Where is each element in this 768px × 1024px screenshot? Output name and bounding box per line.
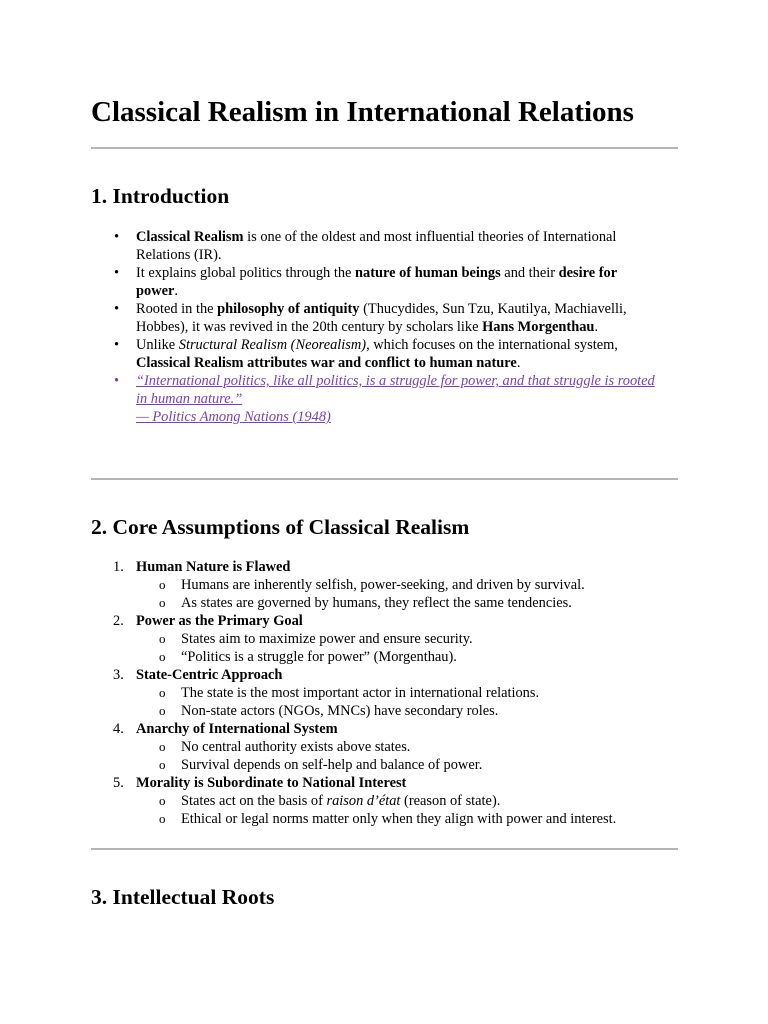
list-item xyxy=(136,336,656,372)
body-text: is one of the oldest and most influential theories of International Relations (IR). xyxy=(136,229,617,263)
quote-text: “International politics, like all politics, is a struggle for power, and that struggle is rooted in human nature.” xyxy=(136,373,655,407)
item-title: Anarchy of International System xyxy=(136,721,338,737)
item-number: 2. xyxy=(113,613,124,629)
body-text: No central authority exists above states. xyxy=(181,739,411,755)
section-heading-core-assumptions: 2. Core Assumptions of Classical Realism xyxy=(91,515,470,539)
list-item xyxy=(136,300,656,336)
item-number: 4. xyxy=(113,721,124,737)
body-text: The state is the most important actor in international relations. xyxy=(181,685,540,701)
circle-bullet-icon: o xyxy=(159,649,166,664)
circle-bullet-icon: o xyxy=(159,757,166,772)
item-number: 5. xyxy=(113,775,124,791)
list-item xyxy=(91,558,651,612)
sub-list-item xyxy=(159,792,651,810)
body-text: . xyxy=(594,319,599,335)
item-title: Morality is Subordinate to National Interest xyxy=(136,775,407,791)
item-number: 3. xyxy=(113,667,124,683)
list-item xyxy=(91,666,651,720)
section-heading-introduction: 1. Introduction xyxy=(91,184,230,208)
sub-list-item xyxy=(159,756,651,774)
sub-list-item xyxy=(159,594,651,612)
body-text: “Politics is a struggle for power” (Morgenthau). xyxy=(181,649,457,665)
body-text: , which focuses on the international system, xyxy=(366,337,618,353)
sub-list-item xyxy=(159,630,651,648)
body-text: . xyxy=(516,355,521,371)
sub-list-item xyxy=(159,576,651,594)
bold-text: Hans Morgenthau xyxy=(482,319,595,335)
body-text: Ethical or legal norms matter only when they align with power and interest. xyxy=(181,811,617,827)
sub-list-item xyxy=(159,684,651,702)
circle-bullet-icon: o xyxy=(159,811,166,826)
body-text: and their xyxy=(500,265,559,281)
item-number: 1. xyxy=(113,559,124,575)
sub-list-item xyxy=(159,738,651,756)
section-heading-intellectual-roots: 3. Intellectual Roots xyxy=(91,885,275,909)
bold-text: nature of human beings xyxy=(355,265,501,281)
body-text: (Thucydides, Sun Tzu, Kautilya, Machiavelli, Hobbes), it was revived in the 20th century by scholars like xyxy=(136,301,627,335)
list-item xyxy=(91,612,651,666)
item-title: Power as the Primary Goal xyxy=(136,613,303,629)
body-text: States aim to maximize power and ensure security. xyxy=(181,631,473,647)
italic-text: raison d’état xyxy=(326,793,401,809)
list-item xyxy=(91,774,651,828)
introduction-bullet-list xyxy=(91,228,656,426)
item-title: State-Centric Approach xyxy=(136,667,283,683)
body-text: States act on the basis of xyxy=(181,793,327,809)
circle-bullet-icon: o xyxy=(159,577,166,592)
body-text: Rooted in the xyxy=(136,301,218,317)
item-title: Human Nature is Flawed xyxy=(136,559,291,575)
core-assumptions-list xyxy=(91,558,651,828)
list-item xyxy=(136,228,656,264)
circle-bullet-icon: o xyxy=(159,703,166,718)
circle-bullet-icon: o xyxy=(159,595,166,610)
bold-text: desire for power xyxy=(136,265,617,299)
circle-bullet-icon: o xyxy=(159,793,166,808)
sub-list-item xyxy=(159,810,651,828)
italic-text: Structural Realism (Neorealism) xyxy=(178,337,367,353)
quote-source: — Politics Among Nations (1948) xyxy=(136,409,331,425)
body-text: Non-state actors (NGOs, MNCs) have secondary roles. xyxy=(181,703,499,719)
sub-list-item xyxy=(159,648,651,666)
body-text: Humans are inherently selfish, power-seeking, and driven by survival. xyxy=(181,577,585,593)
body-text: (reason of state). xyxy=(400,793,501,809)
list-item xyxy=(91,720,651,774)
body-text: As states are governed by humans, they reflect the same tendencies. xyxy=(181,595,572,611)
body-text: . xyxy=(174,283,178,299)
sub-list-item xyxy=(159,702,651,720)
bold-text: philosophy of antiquity xyxy=(217,301,360,317)
morgenthau-quote-link[interactable] xyxy=(136,373,655,425)
circle-bullet-icon: o xyxy=(159,631,166,646)
quote-list-item xyxy=(136,372,656,426)
bold-text: Classical Realism attributes war and conflict to human nature xyxy=(136,355,517,371)
bold-text: Classical Realism xyxy=(136,229,244,245)
document-title: Classical Realism in International Relations xyxy=(91,96,634,128)
section-divider xyxy=(91,478,678,480)
circle-bullet-icon: o xyxy=(159,685,166,700)
section-divider xyxy=(91,848,678,850)
body-text: It explains global politics through the xyxy=(136,265,356,281)
body-text: Survival depends on self-help and balance of power. xyxy=(181,757,483,773)
circle-bullet-icon: o xyxy=(159,739,166,754)
section-divider xyxy=(91,147,678,149)
body-text: Unlike xyxy=(136,337,179,353)
list-item xyxy=(136,264,656,300)
